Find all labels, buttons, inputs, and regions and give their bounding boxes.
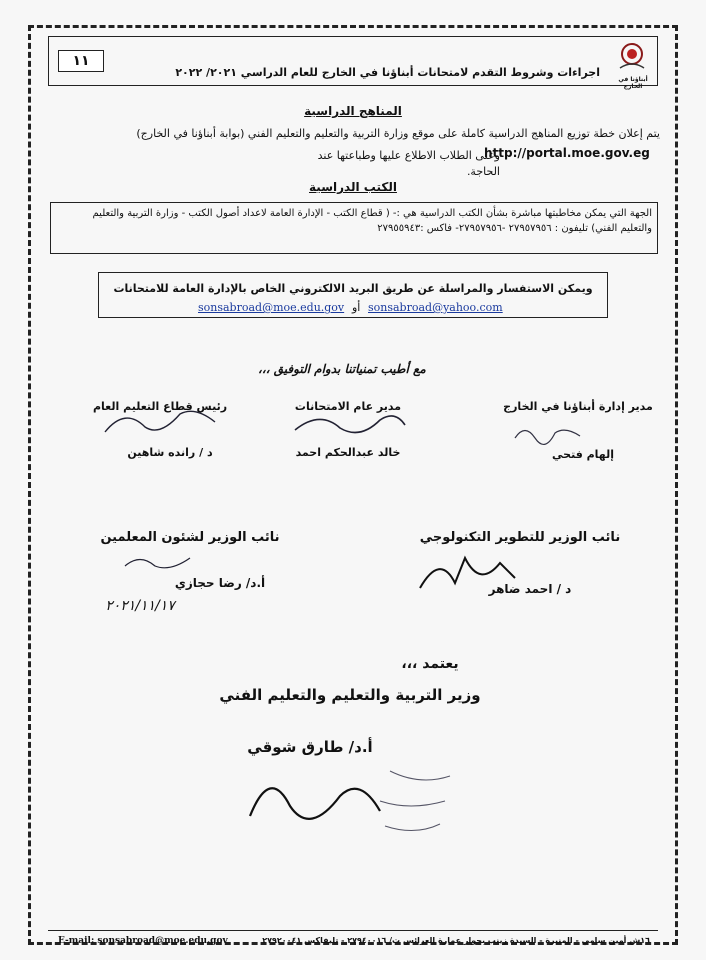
contact-title: ويمكن الاستفسار والمراسلة عن طريق البريد الالكتروني الخاص بالإدارة العامة للامتحانات [113, 282, 593, 295]
signatory-title-teachers: نائب الوزير لشئون المعلمين [100, 530, 280, 545]
signature-reda-icon [120, 548, 200, 574]
minister-title: وزير التربية والتعليم والتعليم الفني [219, 686, 481, 704]
email-link-yahoo[interactable]: sonsabroad@yahoo.com [368, 301, 503, 314]
footer-address: ١٦ش أمين سامي - المنيرة - السيدة زينب بجوار عمارة العرائس ت/ ٢٧٩٤٠٠١٦ - تليفاكس ٢٧٩٢٠٠٤١ [262, 936, 650, 945]
footer-divider [48, 930, 658, 931]
curricula-title: المناهج الدراسية [304, 104, 402, 118]
minister-name: أ.د/ طارق شوقي [247, 738, 373, 756]
closing-wishes: مع أطيب تمنياتنا بدوام التوفيق ،،، [258, 362, 426, 376]
curricula-text2: وعلى الطلاب الاطلاع عليها وطباعتها عند الحاجة. [317, 149, 500, 178]
email-link-moe[interactable]: sonsabroad@moe.edu.gov [198, 301, 345, 314]
signature-ahmed-icon [410, 548, 520, 598]
header-title: اجراءات وشروط التقدم لامتحانات أبناؤنا في الخارج للعام الدراسي ٢٠٢١/ ٢٠٢٢ [175, 66, 600, 79]
signatory-title-tech: نائب الوزير للتطوير التكنولوجي [419, 530, 621, 545]
signature-khaled-icon [290, 400, 410, 446]
portal-link[interactable]: http://portal.moe.gov.eg [484, 146, 650, 160]
curricula-text: يتم إعلان خطة توزيع المناهج الدراسية كاملة على موقع وزارة التربية والتعليم والتعليم الفني (بوابة أبناؤنا في الخارج) [136, 127, 660, 140]
footer-email: E-mail: sonsabroad@moe.edu.gov [58, 936, 228, 946]
signature-date: ٢٠٢١/١١/١٧ [105, 598, 175, 614]
signatory-name-teachers: أ.د/ رضا حجازي [174, 576, 266, 590]
minister-signature-stamp-icon [230, 756, 460, 846]
signatory-name-exams: خالد عبدالحكم احمد [295, 446, 401, 459]
signatory-title-general-education: رئيس قطاع التعليم العام [92, 400, 228, 413]
signature-elham-icon [510, 418, 590, 450]
approval-label: يعتمد ،،، [401, 656, 459, 672]
signatory-name-general-education: د / رانده شاهين [127, 446, 213, 459]
signatory-name-sons-abroad: إلهام فتحي [552, 448, 614, 461]
page-number: ١١ [58, 50, 104, 72]
signatory-title-exams: مدير عام الامتحانات [294, 400, 402, 413]
or-text: أو [352, 301, 361, 314]
books-title: الكتب الدراسية [309, 180, 397, 194]
logo-caption: أبناؤنا في الخارج [618, 76, 648, 90]
signatory-name-tech: د / احمد ضاهر [488, 582, 572, 596]
books-text: الجهة التي يمكن مخاطبتها مباشرة بشأن الكتب الدراسية هي :- ( قطاع الكتب - الإدارة العامة لاعداد أصول الكتب - وزارة التربية والتعليم والتعليم الفني) تليفون : ٢٧٩٥٧٩٥٦ -٢٧٩٥٧٩٥٦- فاكس :٢٧٩٥٥٩٤٣ [92, 208, 652, 234]
signatory-title-sons-abroad: مدير إدارة أبناؤنا في الخارج [503, 400, 653, 413]
signature-randa-icon [100, 402, 220, 442]
